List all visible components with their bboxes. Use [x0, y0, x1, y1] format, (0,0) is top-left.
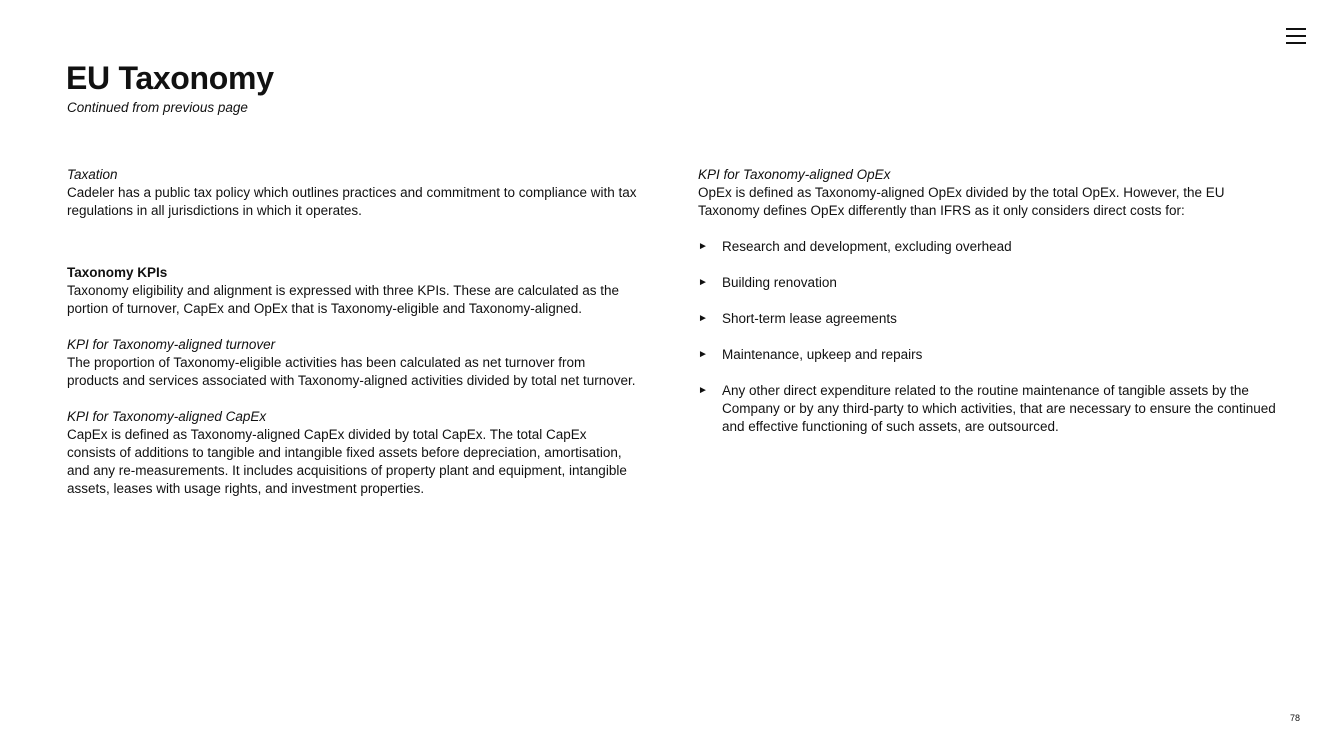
list-item-text: Building renovation	[722, 275, 837, 290]
bullet-arrow-icon: ►	[698, 349, 708, 360]
list-item	[698, 346, 1283, 364]
turnover-kpi-heading: KPI for Taxonomy-aligned turnover	[67, 337, 276, 352]
right-column	[698, 166, 1283, 454]
turnover-kpi-section	[67, 336, 637, 390]
taxonomy-kpis-body: Taxonomy eligibility and alignment is expressed with three KPIs. These are calculated as the portion of turnover, CapEx and OpEx that is Taxonomy-eligible and Taxonomy-aligned.	[67, 283, 620, 316]
list-item-text: Any other direct expenditure related to the routine maintenance of tangible assets by the Company or by any third-party to which activities, that are necessary to ensure the continued and effective functioning of such assets, are outsourced.	[722, 383, 1276, 434]
capex-kpi-heading: KPI for Taxonomy-aligned CapEx	[67, 409, 267, 424]
list-item-text: Research and development, excluding overhead	[722, 239, 1012, 254]
list-item	[698, 238, 1283, 256]
opex-cost-list	[698, 238, 1283, 436]
turnover-kpi-body: The proportion of Taxonomy-eligible activities has been calculated as net turnover from products and services associated with Taxonomy-aligned activities divided by total net turnover.	[67, 355, 636, 388]
bullet-arrow-icon: ►	[698, 313, 708, 324]
taxation-section	[67, 166, 637, 220]
bullet-arrow-icon: ►	[698, 241, 708, 252]
opex-kpi-body: OpEx is defined as Taxonomy-aligned OpEx divided by the total OpEx. However, the EU Taxonomy defines OpEx differently than IFRS as it only considers direct costs for:	[698, 185, 1225, 218]
taxonomy-kpis-heading: Taxonomy KPIs	[67, 265, 168, 280]
list-item-text: Short-term lease agreements	[722, 311, 897, 326]
menu-icon-bar	[1286, 28, 1306, 30]
menu-icon-bar	[1286, 35, 1306, 37]
list-item	[698, 310, 1283, 328]
menu-icon-bar	[1286, 42, 1306, 44]
taxation-heading: Taxation	[67, 167, 118, 182]
bullet-arrow-icon: ►	[698, 277, 708, 288]
left-column	[67, 166, 637, 498]
bullet-arrow-icon: ►	[698, 385, 708, 396]
capex-kpi-section	[67, 408, 637, 498]
hamburger-menu-icon[interactable]	[1286, 27, 1306, 45]
list-item	[698, 274, 1283, 292]
taxonomy-kpis-section	[67, 264, 637, 318]
page-number: 78	[1290, 713, 1301, 723]
capex-kpi-body: CapEx is defined as Taxonomy-aligned CapEx divided by total CapEx. The total CapEx consists of additions to tangible and intangible fixed assets before depreciation, amortisation, and any re-measurements. It includes acquisitions of property plant and equipment, intangible assets, leases with usage rights, and investment properties.	[67, 427, 627, 496]
opex-kpi-section	[698, 166, 1283, 220]
list-item-text: Maintenance, upkeep and repairs	[722, 347, 923, 362]
list-item	[698, 382, 1283, 436]
opex-kpi-heading: KPI for Taxonomy-aligned OpEx	[698, 167, 891, 182]
page-subtitle: Continued from previous page	[67, 100, 248, 115]
page-title: EU Taxonomy	[66, 60, 274, 96]
taxation-body: Cadeler has a public tax policy which outlines practices and commitment to compliance with tax regulations in all jurisdictions in which it operates.	[67, 185, 637, 218]
